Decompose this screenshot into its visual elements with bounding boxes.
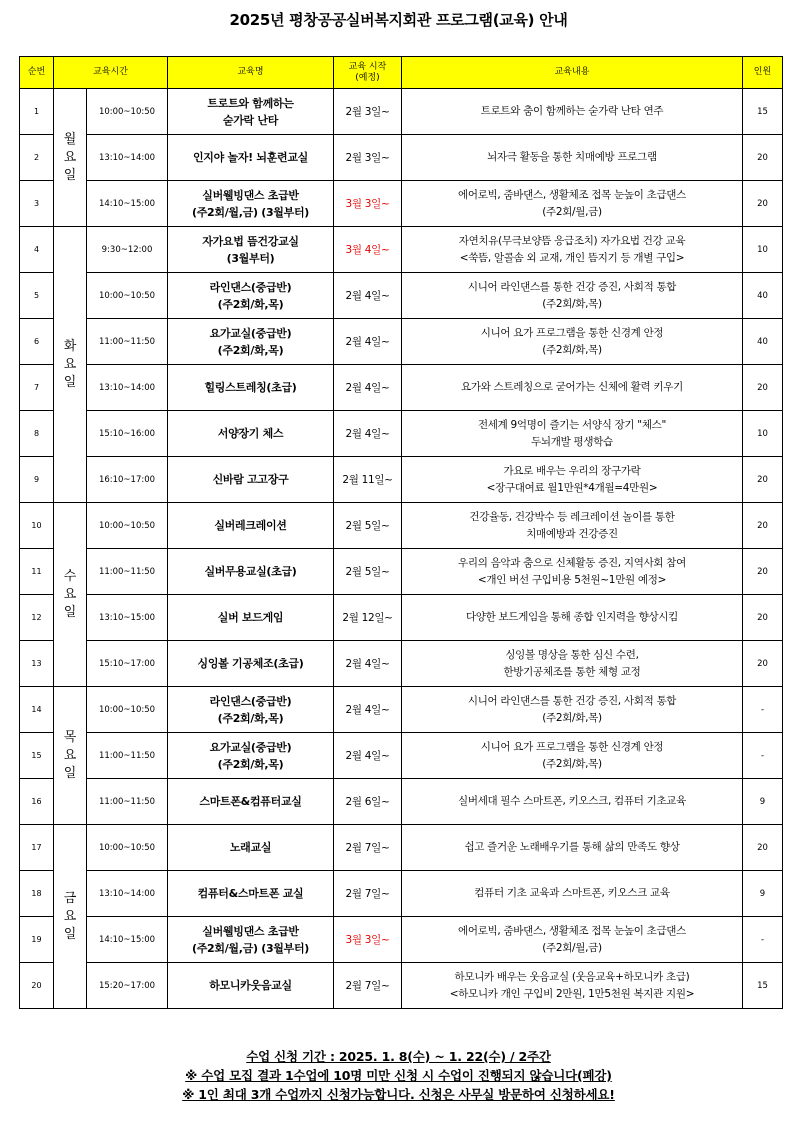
row-capacity: 20 bbox=[743, 825, 783, 871]
row-start-date: 3월 3일~ bbox=[334, 181, 402, 227]
row-description: 쉽고 즐거운 노래배우기를 통해 삶의 만족도 향상 bbox=[402, 825, 743, 871]
table-row bbox=[20, 595, 783, 641]
row-number: 4 bbox=[20, 227, 54, 273]
row-time: 10:00~10:50 bbox=[87, 89, 168, 135]
row-time: 9:30~12:00 bbox=[87, 227, 168, 273]
row-time: 14:10~15:00 bbox=[87, 917, 168, 963]
row-description: 다양한 보드게임을 통해 종합 인지력을 향상시킴 bbox=[402, 595, 743, 641]
row-start-date: 2월 7일~ bbox=[334, 871, 402, 917]
row-start-date: 2월 5일~ bbox=[334, 549, 402, 595]
row-course-name: 실버 보드게임 bbox=[168, 595, 334, 641]
row-capacity: 9 bbox=[743, 871, 783, 917]
row-course-name: 라인댄스(중급반) (주2회/화,목) bbox=[168, 273, 334, 319]
table-row bbox=[20, 457, 783, 503]
row-start-date: 2월 7일~ bbox=[334, 963, 402, 1009]
row-capacity: 20 bbox=[743, 135, 783, 181]
day-label: 목 요 일 bbox=[54, 687, 87, 825]
header-row bbox=[20, 57, 783, 89]
row-start-date: 2월 3일~ bbox=[334, 135, 402, 181]
header-count: 인원 bbox=[743, 57, 783, 89]
row-number: 2 bbox=[20, 135, 54, 181]
row-capacity: 40 bbox=[743, 319, 783, 365]
application-limit-notice: ※ 1인 최대 3개 수업까지 신청가능합니다. 신청은 사무실 방문하여 신청하세요! bbox=[182, 1087, 615, 1102]
row-start-date: 2월 7일~ bbox=[334, 825, 402, 871]
row-capacity: 10 bbox=[743, 227, 783, 273]
application-period: 수업 신청 기간 : 2025. 1. 8(수) ~ 1. 22(수) / 2주간 bbox=[246, 1049, 551, 1064]
table-row bbox=[20, 549, 783, 595]
table-row bbox=[20, 503, 783, 549]
table-row bbox=[20, 227, 783, 273]
row-course-name: 실버무용교실(초급) bbox=[168, 549, 334, 595]
table-row bbox=[20, 733, 783, 779]
row-number: 9 bbox=[20, 457, 54, 503]
row-capacity: 20 bbox=[743, 457, 783, 503]
row-description: 요가와 스트레칭으로 굳어가는 신체에 활력 키우기 bbox=[402, 365, 743, 411]
row-description: 하모니카 배우는 웃음교실 (웃음교육+하모니카 초급) <하모니카 개인 구입비 2만원, 1만5천원 복지관 지원> bbox=[402, 963, 743, 1009]
table-row bbox=[20, 135, 783, 181]
header-content: 교육내용 bbox=[402, 57, 743, 89]
row-description: 우리의 음악과 춤으로 신체활동 증진, 지역사회 참여 <개인 버선 구입비용 5천원~1만원 예정> bbox=[402, 549, 743, 595]
row-time: 16:10~17:00 bbox=[87, 457, 168, 503]
row-start-date: 2월 4일~ bbox=[334, 733, 402, 779]
row-time: 10:00~10:50 bbox=[87, 273, 168, 319]
row-number: 17 bbox=[20, 825, 54, 871]
row-course-name: 컴퓨터&스마트폰 교실 bbox=[168, 871, 334, 917]
cancellation-notice: ※ 수업 모집 결과 1수업에 10명 미만 신청 시 수업이 진행되지 않습니다(폐강) bbox=[185, 1068, 612, 1083]
row-capacity: 15 bbox=[743, 963, 783, 1009]
row-start-date: 3월 3일~ bbox=[334, 917, 402, 963]
table-row bbox=[20, 779, 783, 825]
row-start-date: 2월 6일~ bbox=[334, 779, 402, 825]
row-number: 12 bbox=[20, 595, 54, 641]
row-description: 가요로 배우는 우리의 장구가락 <장구대여료 월1만원*4개월=4만원> bbox=[402, 457, 743, 503]
row-description: 건강율동, 건강박수 등 레크레이션 놀이를 통한 치매예방과 건강증진 bbox=[402, 503, 743, 549]
header-num: 순번 bbox=[20, 57, 54, 89]
row-number: 15 bbox=[20, 733, 54, 779]
row-time: 15:10~17:00 bbox=[87, 641, 168, 687]
row-start-date: 2월 4일~ bbox=[334, 319, 402, 365]
row-description: 컴퓨터 기초 교육과 스마트폰, 키오스크 교육 bbox=[402, 871, 743, 917]
day-label: 수 요 일 bbox=[54, 503, 87, 687]
table-row bbox=[20, 411, 783, 457]
table-row bbox=[20, 963, 783, 1009]
row-description: 에어로빅, 줌바댄스, 생활체조 접목 눈높이 초급댄스 (주2회/월,금) bbox=[402, 181, 743, 227]
row-course-name: 트로트와 함께하는 숟가락 난타 bbox=[168, 89, 334, 135]
row-number: 19 bbox=[20, 917, 54, 963]
row-description: 에어로빅, 줌바댄스, 생활체조 접목 눈높이 초급댄스 (주2회/월,금) bbox=[402, 917, 743, 963]
row-course-name: 라인댄스(중급반) (주2회/화,목) bbox=[168, 687, 334, 733]
table-row bbox=[20, 917, 783, 963]
row-course-name: 노래교실 bbox=[168, 825, 334, 871]
row-capacity: 20 bbox=[743, 365, 783, 411]
row-time: 11:00~11:50 bbox=[87, 319, 168, 365]
row-capacity: - bbox=[743, 917, 783, 963]
row-description: 전세계 9억명이 즐기는 서양식 장기 "체스" 두뇌개발 평생학습 bbox=[402, 411, 743, 457]
row-time: 10:00~10:50 bbox=[87, 687, 168, 733]
day-label: 월 요 일 bbox=[54, 89, 87, 227]
row-time: 10:00~10:50 bbox=[87, 825, 168, 871]
row-capacity: 20 bbox=[743, 549, 783, 595]
row-capacity: 10 bbox=[743, 411, 783, 457]
row-time: 11:00~11:50 bbox=[87, 733, 168, 779]
row-start-date: 2월 4일~ bbox=[334, 687, 402, 733]
table-row bbox=[20, 825, 783, 871]
row-course-name: 인지야 놀자! 뇌훈련교실 bbox=[168, 135, 334, 181]
header-time: 교육시간 bbox=[54, 57, 168, 89]
row-capacity: 20 bbox=[743, 503, 783, 549]
schedule-table bbox=[19, 56, 783, 1009]
row-number: 20 bbox=[20, 963, 54, 1009]
row-description: 시니어 라인댄스를 통한 건강 증진, 사회적 통합 (주2회/화,목) bbox=[402, 273, 743, 319]
row-description: 시니어 요가 프로그램을 통한 신경계 안정 (주2회/화,목) bbox=[402, 319, 743, 365]
day-label: 금 요 일 bbox=[54, 825, 87, 1009]
row-start-date: 3월 4일~ bbox=[334, 227, 402, 273]
footer-notice bbox=[0, 1047, 797, 1104]
row-description: 자연치유(무극보양뜸 응급조치) 자가요법 건강 교육 <쑥뜸, 알콜솜 외 교재, 개인 뜸지기 등 개별 구입> bbox=[402, 227, 743, 273]
row-description: 트로트와 춤이 함께하는 숟가락 난타 연주 bbox=[402, 89, 743, 135]
row-capacity: 20 bbox=[743, 181, 783, 227]
row-time: 15:20~17:00 bbox=[87, 963, 168, 1009]
row-course-name: 실버레크레이션 bbox=[168, 503, 334, 549]
row-start-date: 2월 12일~ bbox=[334, 595, 402, 641]
row-capacity: - bbox=[743, 733, 783, 779]
row-number: 7 bbox=[20, 365, 54, 411]
header-start: 교육 시작 (예정) bbox=[334, 57, 402, 89]
row-start-date: 2월 4일~ bbox=[334, 365, 402, 411]
table-row bbox=[20, 89, 783, 135]
schedule-body bbox=[20, 89, 783, 1009]
page-title: 2025년 평창공공실버복지회관 프로그램(교육) 안내 bbox=[229, 11, 568, 29]
row-course-name: 신바람 고고장구 bbox=[168, 457, 334, 503]
table-row bbox=[20, 365, 783, 411]
row-course-name: 힐링스트레칭(초급) bbox=[168, 365, 334, 411]
row-course-name: 자가요법 뜸건강교실 (3월부터) bbox=[168, 227, 334, 273]
row-capacity: 20 bbox=[743, 641, 783, 687]
row-time: 11:00~11:50 bbox=[87, 779, 168, 825]
table-row bbox=[20, 273, 783, 319]
row-number: 11 bbox=[20, 549, 54, 595]
row-description: 실버세대 필수 스마트폰, 키오스크, 컴퓨터 기초교육 bbox=[402, 779, 743, 825]
row-course-name: 하모니카웃음교실 bbox=[168, 963, 334, 1009]
row-course-name: 서양장기 체스 bbox=[168, 411, 334, 457]
table-row bbox=[20, 181, 783, 227]
row-number: 3 bbox=[20, 181, 54, 227]
row-course-name: 요가교실(중급반) (주2회/화,목) bbox=[168, 319, 334, 365]
row-description: 시니어 라인댄스를 통한 건강 증진, 사회적 통합 (주2회/화,목) bbox=[402, 687, 743, 733]
table-row bbox=[20, 687, 783, 733]
row-number: 18 bbox=[20, 871, 54, 917]
row-time: 13:10~14:00 bbox=[87, 135, 168, 181]
row-start-date: 2월 5일~ bbox=[334, 503, 402, 549]
row-start-date: 2월 11일~ bbox=[334, 457, 402, 503]
row-start-date: 2월 4일~ bbox=[334, 273, 402, 319]
row-number: 6 bbox=[20, 319, 54, 365]
row-capacity: - bbox=[743, 687, 783, 733]
row-start-date: 2월 4일~ bbox=[334, 411, 402, 457]
row-number: 1 bbox=[20, 89, 54, 135]
row-number: 13 bbox=[20, 641, 54, 687]
row-course-name: 스마트폰&컴퓨터교실 bbox=[168, 779, 334, 825]
table-row bbox=[20, 641, 783, 687]
row-number: 14 bbox=[20, 687, 54, 733]
table-row bbox=[20, 871, 783, 917]
header-name: 교육명 bbox=[168, 57, 334, 89]
row-capacity: 20 bbox=[743, 595, 783, 641]
row-time: 15:10~16:00 bbox=[87, 411, 168, 457]
row-capacity: 15 bbox=[743, 89, 783, 135]
row-description: 뇌자극 활동을 통한 치매예방 프로그램 bbox=[402, 135, 743, 181]
row-start-date: 2월 3일~ bbox=[334, 89, 402, 135]
row-course-name: 실버웰빙댄스 초급반 (주2회/월,금) (3월부터) bbox=[168, 917, 334, 963]
row-course-name: 싱잉볼 기공체조(초급) bbox=[168, 641, 334, 687]
table-row bbox=[20, 319, 783, 365]
row-number: 8 bbox=[20, 411, 54, 457]
row-course-name: 실버웰빙댄스 초급반 (주2회/월,금) (3월부터) bbox=[168, 181, 334, 227]
row-description: 싱잉볼 명상을 통한 심신 수련, 한방기공체조를 통한 체형 교정 bbox=[402, 641, 743, 687]
row-description: 시니어 요가 프로그램을 통한 신경계 안정 (주2회/화,목) bbox=[402, 733, 743, 779]
row-start-date: 2월 4일~ bbox=[334, 641, 402, 687]
row-time: 13:10~14:00 bbox=[87, 365, 168, 411]
row-time: 13:10~14:00 bbox=[87, 871, 168, 917]
row-number: 5 bbox=[20, 273, 54, 319]
day-label: 화 요 일 bbox=[54, 227, 87, 503]
row-time: 14:10~15:00 bbox=[87, 181, 168, 227]
row-course-name: 요가교실(중급반) (주2회/화,목) bbox=[168, 733, 334, 779]
row-number: 16 bbox=[20, 779, 54, 825]
row-time: 11:00~11:50 bbox=[87, 549, 168, 595]
row-time: 13:10~15:00 bbox=[87, 595, 168, 641]
row-time: 10:00~10:50 bbox=[87, 503, 168, 549]
row-number: 10 bbox=[20, 503, 54, 549]
row-capacity: 40 bbox=[743, 273, 783, 319]
row-capacity: 9 bbox=[743, 779, 783, 825]
